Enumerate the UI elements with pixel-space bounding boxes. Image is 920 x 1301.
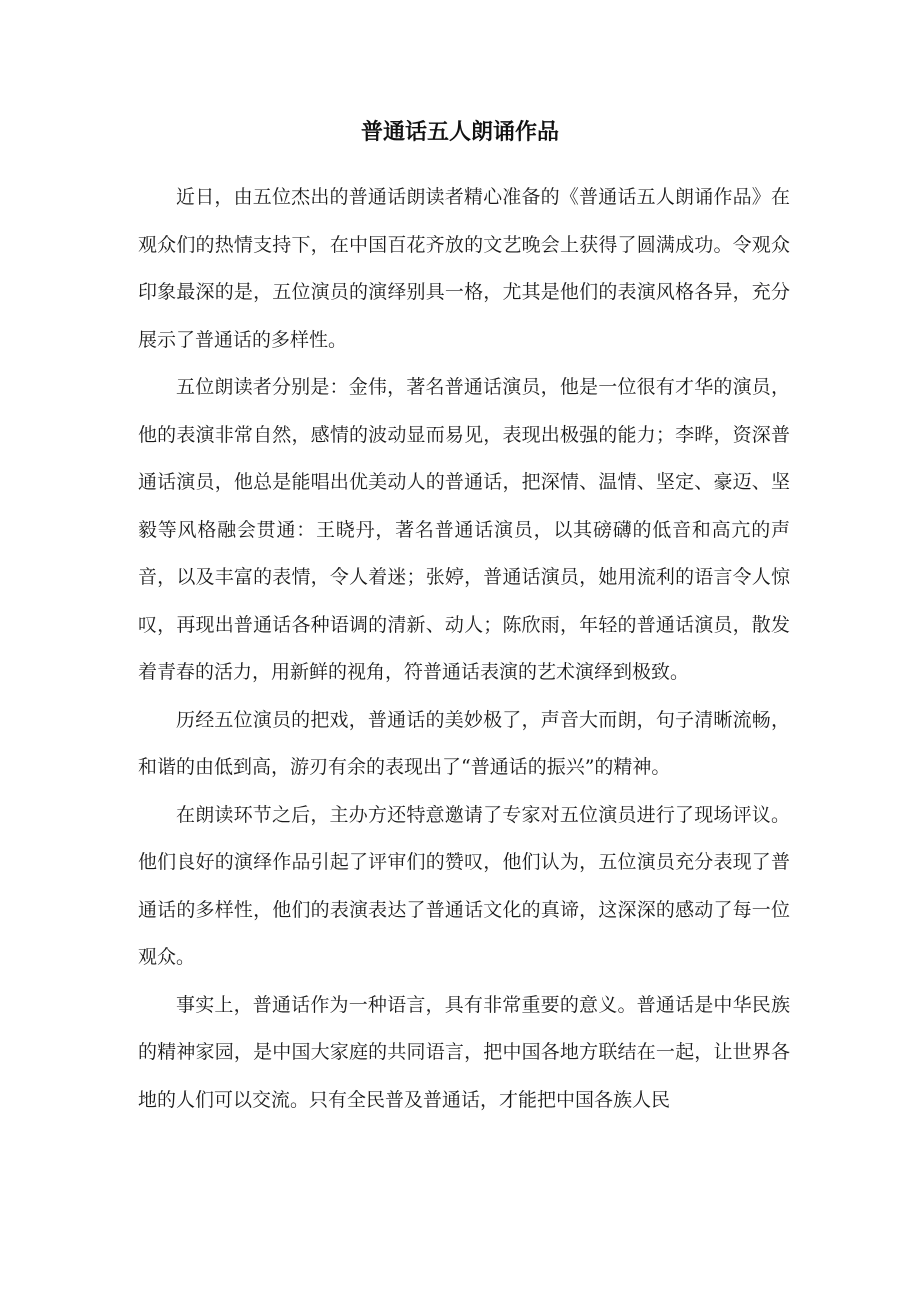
document-body — [138, 174, 790, 1124]
document-title: 普通话五人朗诵作品 — [360, 120, 559, 145]
paragraph-performance: 历经五位演员的把戏，普通话的美妙极了，声音大而朗，句子清晰流畅，和谐的由低到高，游刃有余的表现出了“普通话的振兴”的精神。 — [138, 708, 790, 778]
paragraph-review: 在朗读环节之后，主办方还特意邀请了专家对五位演员进行了现场评议。他们良好的演绎作品引起了评审们的赞叹，他们认为，五位演员充分表现了普通话的多样性，他们的表演表达了普通话文化的真谛，这深深的感动了每一位观众。 — [138, 803, 790, 968]
paragraph-intro: 近日，由五位杰出的普通话朗读者精心准备的《普通话五人朗诵作品》在观众们的热情支持下，在中国百花齐放的文艺晚会上获得了圆满成功。令观众印象最深的是，五位演员的演绎别具一格，尤其是他们的表演风格各异，充分展示了普通话的多样性。 — [138, 186, 790, 351]
paragraph-significance: 事实上，普通话作为一种语言，具有非常重要的意义。普通话是中华民族的精神家园，是中国大家庭的共同语言，把中国各地方联结在一起，让世界各地的人们可以交流。只有全民普及普通话，才能把中国各族人民 — [138, 993, 790, 1111]
paragraph-performers: 五位朗读者分别是：金伟，著名普通话演员，他是一位很有才华的演员，他的表演非常自然，感情的波动显而易见，表现出极强的能力；李晔，资深普通话演员，他总是能唱出优美动人的普通话，把深情、温情、坚定、豪迈、坚毅等风格融会贯通：王晓丹，著名普通话演员，以其磅礴的低音和高亢的声音，以及丰富的表情，令人着迷；张婷，普通话演员，她用流利的语言令人惊叹，再现出普通话各种语调的清新、动人；陈欣雨，年轻的普通话演员，散发着青春的活力，用新鲜的视角，符普通话表演的艺术演绎到极致。 — [138, 376, 790, 683]
